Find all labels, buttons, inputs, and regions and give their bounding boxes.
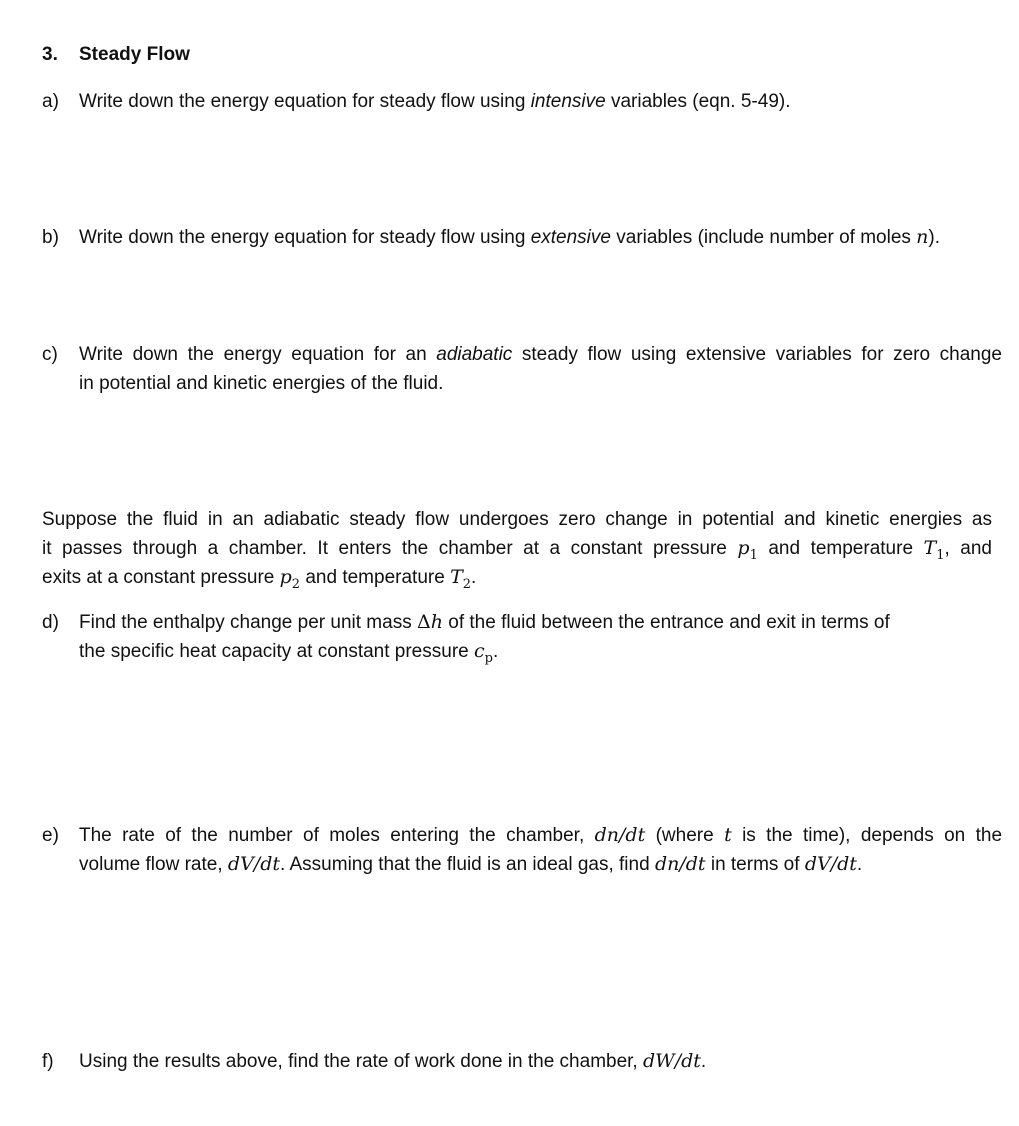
math-p2-base: p — [279, 566, 292, 588]
question-e-text-part: (where — [645, 825, 725, 846]
question-a-text-part: Write down the energy equation for steady flow using — [79, 91, 531, 112]
math-p2 — [279, 566, 301, 592]
math-T1 — [923, 537, 945, 563]
intro-text-part: . — [471, 567, 477, 588]
question-c-line-1 — [79, 340, 1002, 369]
math-dn-dt: dn/dt — [654, 853, 706, 875]
math-T2-sub: 2 — [462, 576, 472, 592]
math-h: h — [430, 611, 443, 633]
question-e-text-part: . Assuming that the fluid is an ideal gas, find — [280, 854, 655, 875]
math-cp — [474, 640, 493, 666]
math-cp-base: c — [474, 640, 485, 662]
intro-text-part: and temperature — [757, 538, 924, 559]
question-f-label: f) — [42, 1051, 54, 1072]
question-d-text-part: the specific heat capacity at constant pressure — [79, 641, 474, 662]
question-d — [42, 608, 1002, 666]
intro-line-1: Suppose the fluid in an adiabatic steady flow undergoes zero change in potential and kinetic energies as — [42, 509, 992, 530]
question-f-text — [79, 1047, 1002, 1076]
question-a — [42, 87, 1002, 116]
question-e-text-part: The rate of the number of moles entering the chamber, — [79, 825, 595, 846]
math-t: t — [724, 824, 732, 846]
math-T2-base: T — [450, 566, 463, 588]
intro-text-part: it passes through a chamber. It enters the chamber at a constant pressure — [42, 538, 738, 559]
question-c-text-part: Write down the energy equation for an — [79, 344, 437, 365]
question-c-text-part: steady flow using extensive variables for zero change — [512, 344, 1002, 365]
question-b-label: b) — [42, 227, 59, 248]
question-d-line-1 — [79, 612, 890, 633]
intro-paragraph — [42, 505, 992, 592]
question-b-text-part: Write down the energy equation for steady flow using — [79, 227, 531, 248]
question-c-text — [79, 340, 1002, 398]
math-dW-dt: dW/dt — [643, 1050, 701, 1072]
math-p1 — [737, 537, 758, 563]
question-c-emphasis: adiabatic — [436, 344, 513, 365]
intro-line-3 — [42, 566, 477, 592]
math-cp-sub: p — [484, 650, 493, 666]
math-p1-base: p — [737, 537, 750, 559]
section-number: 3. — [42, 44, 58, 65]
question-d-text — [79, 608, 999, 666]
question-b-emphasis: extensive — [530, 227, 611, 248]
question-e-text-part: is the time), depends on the — [731, 825, 1003, 846]
math-T1-base: T — [923, 537, 937, 559]
section-title: Steady Flow — [79, 44, 190, 65]
math-dV-dt: dV/dt — [804, 853, 857, 875]
question-c-label: c) — [42, 344, 58, 365]
question-e-line-2 — [79, 854, 862, 875]
question-d-line-2 — [79, 640, 499, 666]
math-T1-sub: 1 — [936, 547, 945, 563]
question-c — [42, 340, 1002, 398]
math-n: n — [916, 226, 929, 248]
question-d-text-part: of the fluid between the entrance and exit in terms of — [442, 612, 890, 633]
question-a-text-part: variables (eqn. 5-49). — [605, 91, 791, 112]
question-f — [42, 1047, 1002, 1076]
question-d-label: d) — [42, 612, 59, 633]
question-d-text-part: . — [492, 641, 499, 662]
question-a-label: a) — [42, 91, 59, 112]
intro-line-2 — [42, 534, 992, 563]
intro-text-part: and temperature — [300, 567, 451, 588]
question-e-line-1 — [79, 821, 1002, 850]
question-e-text-part: in terms of — [705, 854, 805, 875]
question-b-text — [79, 223, 1002, 252]
math-dn-dt: dn/dt — [594, 824, 646, 846]
question-f-text-part: . — [700, 1051, 707, 1072]
question-e-text-part: volume flow rate, — [79, 854, 228, 875]
question-b-text-part: variables (include number of moles — [610, 227, 917, 248]
question-a-text — [79, 87, 1002, 116]
question-e — [42, 821, 1002, 879]
question-a-emphasis: intensive — [530, 91, 606, 112]
section-heading — [42, 40, 190, 69]
question-f-text-part: Using the results above, find the rate of work done in the chamber, — [79, 1051, 643, 1072]
intro-text-part: exits at a constant pressure — [42, 567, 280, 588]
math-p1-sub: 1 — [749, 547, 758, 563]
question-b-text-part: ). — [928, 227, 941, 248]
math-T2 — [450, 566, 472, 592]
math-delta: Δ — [416, 611, 431, 633]
math-dV-dt: dV/dt — [227, 853, 280, 875]
intro-text-part: , and — [944, 538, 992, 559]
math-p2-sub: 2 — [291, 576, 301, 592]
question-c-line-2: in potential and kinetic energies of the fluid. — [79, 373, 444, 394]
question-e-text-part: . — [856, 854, 863, 875]
math-delta-h — [417, 611, 443, 633]
question-d-text-part: Find the enthalpy change per unit mass — [79, 612, 417, 633]
question-b — [42, 223, 1002, 252]
question-e-text — [79, 821, 1002, 879]
question-e-label: e) — [42, 825, 59, 846]
